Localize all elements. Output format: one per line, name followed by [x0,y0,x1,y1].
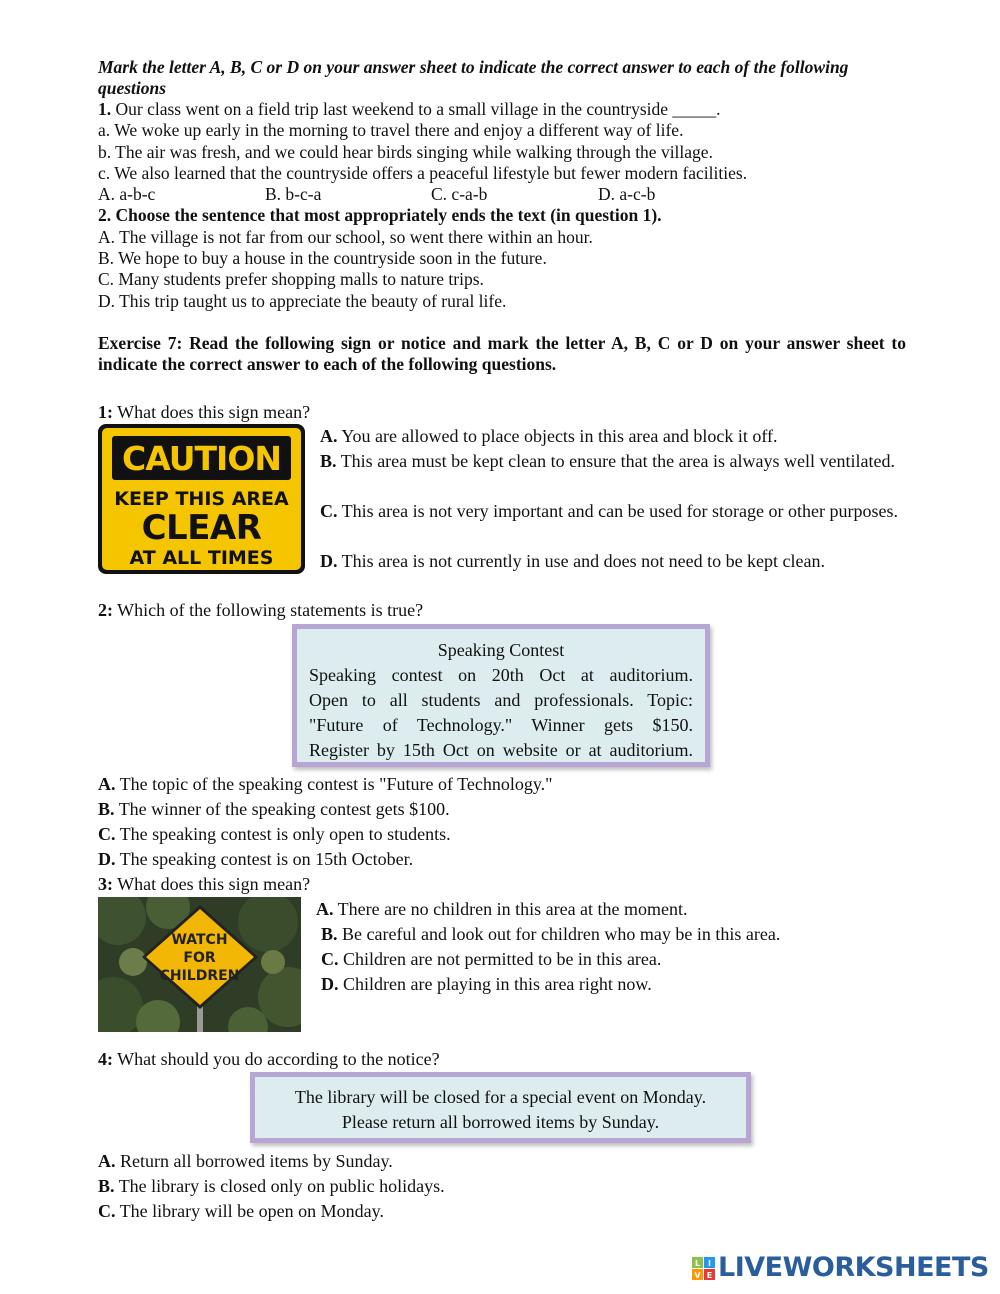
ex7-question-3 [98,872,310,897]
ex7-q3-option-c[interactable] [321,947,661,972]
ex7-q1-option-c[interactable] [320,499,905,524]
q2-option-b[interactable]: B. We hope to buy a house in the countryside soon in the future. [98,248,547,268]
option-text: This area is not currently in use and does not need to be kept clean. [337,551,826,571]
choice-b[interactable]: B. b-c-a [265,184,322,204]
option-letter: C. [98,824,116,844]
q2-option-a[interactable]: A. The village is not far from our school, so went there within an hour. [98,227,593,247]
option-text: Be careful and look out for children who may be in this area. [337,924,781,944]
ex7-q3-option-a[interactable] [316,897,688,922]
logo-letter: I [708,1259,711,1268]
library-notice [250,1072,751,1143]
ex7-q2-option-d[interactable] [98,847,413,872]
notice-line: Open to all students and professionals. Topic: [309,690,693,710]
choice-c[interactable]: C. c-a-b [431,184,488,204]
option-text: This area must be kept clean to ensure that the area is always well ventilated. [336,451,895,471]
logo-letter: L [694,1259,701,1268]
ex7-q4-option-c[interactable] [98,1199,384,1224]
option-text: The speaking contest is only open to students. [115,824,451,844]
option-text: The topic of the speaking contest is "Future of Technology." [115,774,553,794]
question-text: What does this sign mean? [113,402,311,422]
option-letter: C. [320,501,338,521]
option-text: This area is not very important and can be used for storage or other purposes. [337,501,899,521]
ex7-q2-option-b[interactable] [98,797,450,822]
question-number: 1: [98,402,113,422]
ex7-q2-option-c[interactable] [98,822,451,847]
option-text: There are no children in this area at the moment. [333,899,688,919]
sign-text: CHILDREN [159,968,240,984]
notice-title: Speaking Contest [437,640,565,660]
option-text: You are allowed to place objects in this area and block it off. [337,426,778,446]
question-2-stem: 2. Choose the sentence that most appropriately ends the text (in question 1). [98,205,662,225]
option-letter: A. [320,426,338,446]
logo-text: LIVEWORKSHEETS [718,1252,989,1283]
option-text: The speaking contest is on 15th October. [115,849,414,869]
question-1 [98,99,721,120]
option-text: Children are not permitted to be in this area. [338,949,662,969]
q2-option-d[interactable]: D. This trip taught us to appreciate the beauty of rural life. [98,291,507,311]
notice-line: Speaking contest on 20th Oct at auditorium. [309,665,693,685]
option-letter: A. [98,1151,116,1171]
option-letter: A. [98,774,116,794]
option-text: Children are playing in this area right now. [338,974,652,994]
ex7-q2-option-a[interactable] [98,772,553,797]
question-number: 3: [98,874,113,894]
sign-text: WATCH [171,932,228,948]
notice-line: Register by 15th Oct on website or at auditorium. [309,740,693,760]
question-text: Which of the following statements is true? [113,600,424,620]
ex7-question-2 [98,598,423,623]
option-letter: C. [98,1201,116,1221]
caution-sign-image [98,424,305,574]
ex7-question-1 [98,400,310,425]
question-text: What should you do according to the notice? [113,1049,440,1069]
question-number: 1. [98,99,112,119]
ex7-q1-option-b[interactable] [320,449,905,474]
option-text: The library will be open on Monday. [115,1201,384,1221]
ex7-question-4 [98,1047,440,1072]
option-letter: D. [321,974,339,994]
option-text: The winner of the speaking contest gets $100. [114,799,450,819]
logo-letter: V [694,1271,701,1280]
question-number: 4: [98,1049,113,1069]
option-letter: D. [320,551,338,571]
ex7-q4-option-b[interactable] [98,1174,445,1199]
question-text: Our class went on a field trip last weekend to a small village in the countryside _____. [111,99,721,119]
sign-text: AT ALL TIMES [129,547,274,569]
speaking-contest-notice [292,624,710,767]
sentence-b: b. The air was fresh, and we could hear birds singing while walking through the village. [98,142,713,162]
liveworksheets-logo[interactable] [692,1252,989,1283]
choice-d[interactable]: D. a-c-b [598,184,656,204]
option-letter: C. [321,949,339,969]
ex7-q3-option-d[interactable] [321,972,652,997]
question-text: What does this sign mean? [113,874,311,894]
logo-blocks-icon [692,1256,716,1282]
choice-a[interactable]: A. a-b-c [98,184,156,204]
sentence-a: a. We woke up early in the morning to travel there and enjoy a different way of life. [98,120,684,140]
option-text: Return all borrowed items by Sunday. [115,1151,393,1171]
q2-option-c[interactable]: C. Many students prefer shopping malls to nature trips. [98,269,484,289]
option-letter: B. [98,1176,115,1196]
question-number: 2: [98,600,113,620]
exercise-7-instruction: Exercise 7: Read the following sign or notice and mark the letter A, B, C or D on your answer sheet to indicate the correct answer to each of the following questions. [98,333,906,374]
sentence-c: c. We also learned that the countryside offers a peaceful lifestyle but fewer modern facilities. [98,163,748,183]
section-instruction: Mark the letter A, B, C or D on your answer sheet to indicate the correct answer to each of the following questions [98,57,849,98]
sign-text: FOR [183,950,216,966]
notice-line: Please return all borrowed items by Sunday. [341,1112,660,1132]
watch-for-children-sign-photo [98,897,301,1032]
option-text: The library is closed only on public holidays. [114,1176,445,1196]
notice-line: "Future of Technology." Winner gets $150. [309,715,693,735]
logo-letter: E [706,1271,713,1280]
sign-text: CAUTION [122,439,281,478]
option-letter: D. [98,849,116,869]
option-letter: B. [321,924,338,944]
notice-line: The library will be closed for a special event on Monday. [294,1087,707,1107]
option-letter: A. [316,899,334,919]
sign-text: CLEAR [141,508,262,548]
option-letter: B. [320,451,337,471]
ex7-q1-option-a[interactable] [320,424,905,449]
sign-text: KEEP THIS AREA [114,488,289,510]
option-letter: B. [98,799,115,819]
ex7-q4-option-a[interactable] [98,1149,393,1174]
ex7-q1-option-d[interactable] [320,549,905,574]
ex7-q3-option-b[interactable] [321,922,780,947]
